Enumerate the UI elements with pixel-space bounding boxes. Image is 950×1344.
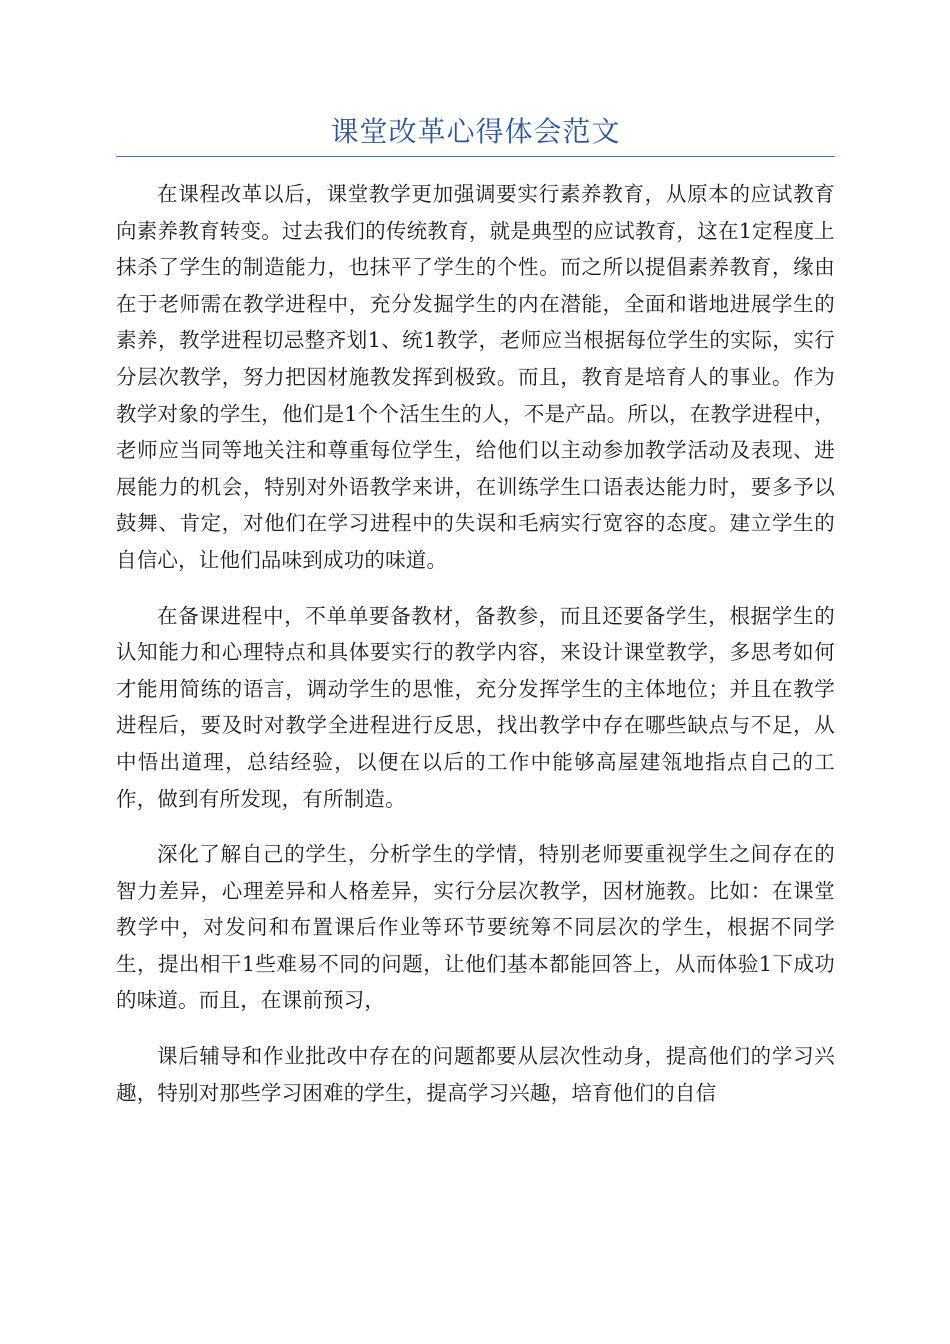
paragraph-3: 深化了解自己的学生，分析学生的学情，特别老师要重视学生之间存在的智力差异，心理差异和人格差异，实行分层次教学，因材施教。比如：在课堂教学中，对发问和布置课后作业等环节要统筹不同层次的学生，根据不同学生，提出相干1些难易不同的问题，让他们基本都能回答上，从而体验1下成功的味道。而且，在课前预习， [116, 842, 835, 1013]
paragraph-2: 在备课进程中，不单单要备教材，备教参，而且还要备学生，根据学生的认知能力和心理特点和具体要实行的教学内容，来设计课堂教学，多思考如何才能用简练的语言，调动学生的思惟，充分发挥学生的主体地位；并且在教学进程后，要及时对教学全进程进行反思，找出教学中存在哪些缺点与不足，从中悟出道理，总结经验，以便在以后的工作中能够高屋建瓴地指点自己的工作，做到有所发现，有所制造。 [116, 603, 835, 811]
document-body [116, 176, 835, 1130]
paragraph-4: 课后辅导和作业批改中存在的问题都要从层次性动身，提高他们的学习兴趣，特别对那些学习困难的学生，提高学习兴趣，培育他们的自信 [116, 1044, 835, 1105]
paragraph-1: 在课程改革以后，课堂教学更加强调要实行素养教育，从原本的应试教育向素养教育转变。过去我们的传统教育，就是典型的应试教育，这在1定程度上抹杀了学生的制造能力，也抹平了学生的个性。而之所以提倡素养教育，缘由在于老师需在教学进程中，充分发掘学生的内在潜能，全面和谐地进展学生的素养，教学进程切忌整齐划1、统1教学，老师应当根据每位学生的实际，实行分层次教学，努力把因材施教发挥到极致。而且，教育是培育人的事业。作为教学对象的学生，他们是1个个活生生的人，不是产品。所以，在教学进程中，老师应当同等地关注和尊重每位学生，给他们以主动参加教学活动及表现、进展能力的机会，特别对外语教学来讲，在训练学生口语表达能力时，要多予以鼓舞、肯定，对他们在学习进程中的失误和毛病实行宽容的态度。建立学生的自信心，让他们品味到成功的味道。 [116, 182, 835, 572]
title-block [116, 112, 835, 157]
document-title: 课堂改革心得体会范文 [330, 115, 621, 148]
